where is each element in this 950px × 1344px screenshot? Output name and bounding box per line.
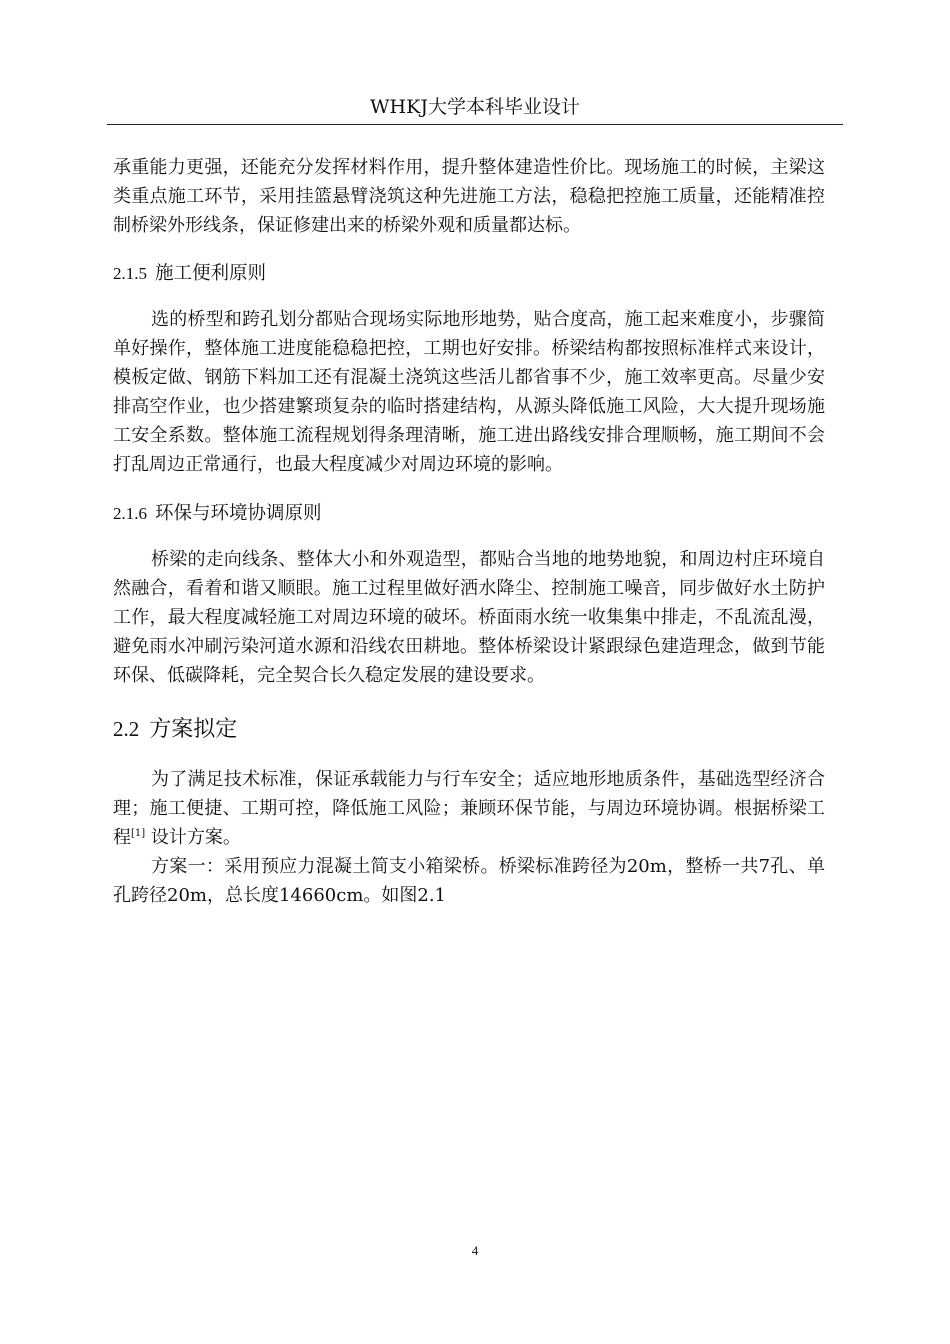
body-paragraph: 方案一：采用预应力混凝土简支小箱梁桥。桥梁标准跨径为20m，整桥一共7孔、单孔跨径20m，总长度14660cm。如图2.1 <box>113 856 825 906</box>
body-paragraph: 选的桥型和跨孔划分都贴合现场实际地形地势，贴合度高，施工起来难度小，步骤简单好操作，整体施工进度能稳稳把控，工期也好安排。桥梁结构都按照标准样式来设计，模板定做、钢筋下料加工还有混凝土浇筑这些活儿都省事不少，施工效率更高。尽量少安排高空作业，也少搭建繁琐复杂的临时搭建结构，从源头降低施工风险，大大提升现场施工安全系数。整体施工流程规划得条理清晰，施工进出路线安排合理顺畅，施工期间不会打乱周边正常通行，也最大程度减少对周边环境的影响。 <box>113 309 825 475</box>
section-title: 环保与环境协调原则 <box>155 503 322 524</box>
section-number: 2.1.6 <box>113 504 147 523</box>
section-heading-2-2 <box>113 712 825 747</box>
citation-marker[interactable]: [1] <box>131 828 146 839</box>
body-paragraph <box>113 765 825 852</box>
header-divider <box>107 124 843 125</box>
section-title: 施工便利原则 <box>155 263 267 284</box>
section-heading-2-1-5 <box>113 259 825 289</box>
paragraph-text: 设计方案。 <box>145 827 241 848</box>
section-heading-2-1-6 <box>113 499 825 529</box>
section-number: 2.2 <box>113 717 140 741</box>
paragraph-text: 为了满足技术标准，保证承载能力与行车安全；适应地形地质条件，基础选型经济合理；施工便捷、工期可控，降低施工风险；兼顾环保节能，与周边环境协调。根据桥梁工程 <box>113 769 825 848</box>
body-paragraph: 桥梁的走向线条、整体大小和外观造型，都贴合当地的地势地貌，和周边村庄环境自然融合，看着和谐又顺眼。施工过程里做好洒水降尘、控制施工噪音，同步做好水土防护工作，最大程度减轻施工对周边环境的破坏。桥面雨水统一收集集中排走，不乱流乱漫，避免雨水冲刷污染河道水源和沿线农田耕地。整体桥梁设计紧跟绿色建造理念，做到节能环保、低碳降耗，完全契合长久稳定发展的建设要求。 <box>113 549 825 686</box>
body-paragraph: 承重能力更强，还能充分发挥材料作用，提升整体建造性价比。现场施工的时候，主梁这类重点施工环节，采用挂篮悬臂浇筑这种先进施工方法，稳稳把控施工质量，还能精准控制桥梁外形线条，保证修建出来的桥梁外观和质量都达标。 <box>113 157 825 236</box>
section-title: 方案拟定 <box>149 717 238 742</box>
section-number: 2.1.5 <box>113 264 147 283</box>
page-number: 4 <box>471 1243 479 1258</box>
running-header: WHKJ大学本科毕业设计 <box>370 96 580 118</box>
page-body <box>113 153 825 910</box>
